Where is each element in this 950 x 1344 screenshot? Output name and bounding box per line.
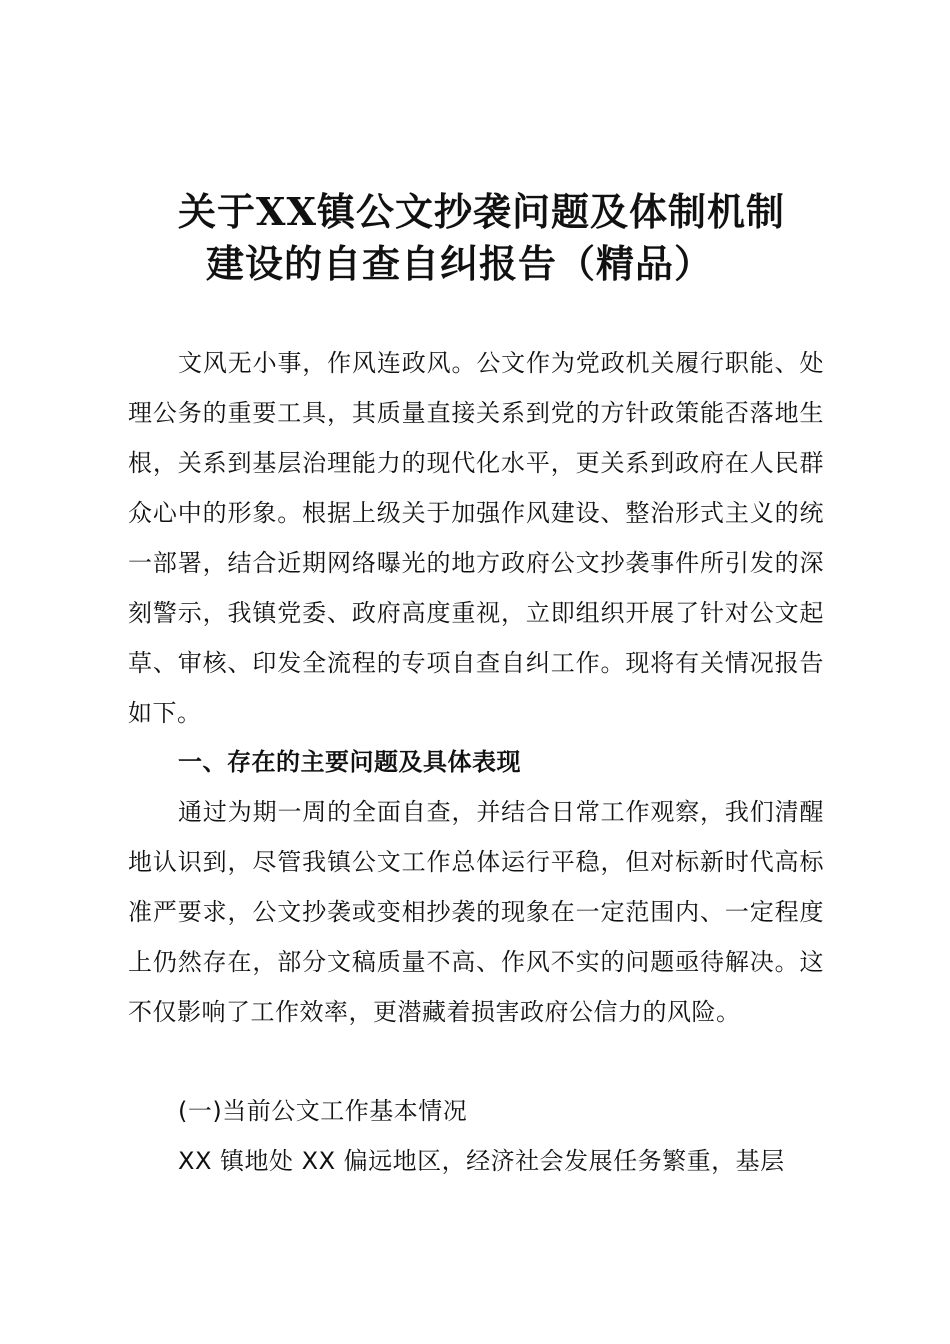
- intro-paragraph: 文风无小事，作风连政风。公文作为党政机关履行职能、处理公务的重要工具，其质量直接关系到党的方针政策能否落地生根，关系到基层治理能力的现代化水平，更关系到政府在人民群众心中的形象。根据上级关于加强作风建设、整治形式主义的统一部署，结合近期网络曝光的地方政府公文抄袭事件所引发的深刻警示，我镇党委、政府高度重视，立即组织开展了针对公文起草、审核、印发全流程的专项自查自纠工作。现将有关情况报告如下。: [128, 349, 824, 727]
- section1-paragraph: 通过为期一周的全面自查，并结合日常工作观察，我们清醒地认识到，尽管我镇公文工作总体运行平稳，但对标新时代高标准严要求，公文抄袭或变相抄袭的现象在一定范围内、一定程度上仍然存在，部分文稿质量不高、作风不实的问题亟待解决。这不仅影响了工作效率，更潜藏着损害政府公信力的风险。: [128, 798, 824, 1026]
- intro-paragraph-block: [128, 338, 824, 738]
- section-heading-1: 一、存在的主要问题及具体表现: [178, 748, 521, 776]
- document-title: [178, 186, 828, 290]
- section1-paragraph-block: [128, 787, 824, 1037]
- title-line-2: 建设的自查自纠报告（精品）: [206, 241, 714, 286]
- subsection1-paragraph: XX 镇地处 XX 偏远地区，经济社会发展任务繁重，基层: [178, 1147, 785, 1175]
- subsection-heading-1: (一)当前公文工作基本情况: [178, 1097, 468, 1125]
- subsection1-paragraph-block: [128, 1136, 824, 1186]
- title-line-1: 关于XX镇公文抄袭问题及体制机制: [178, 189, 785, 234]
